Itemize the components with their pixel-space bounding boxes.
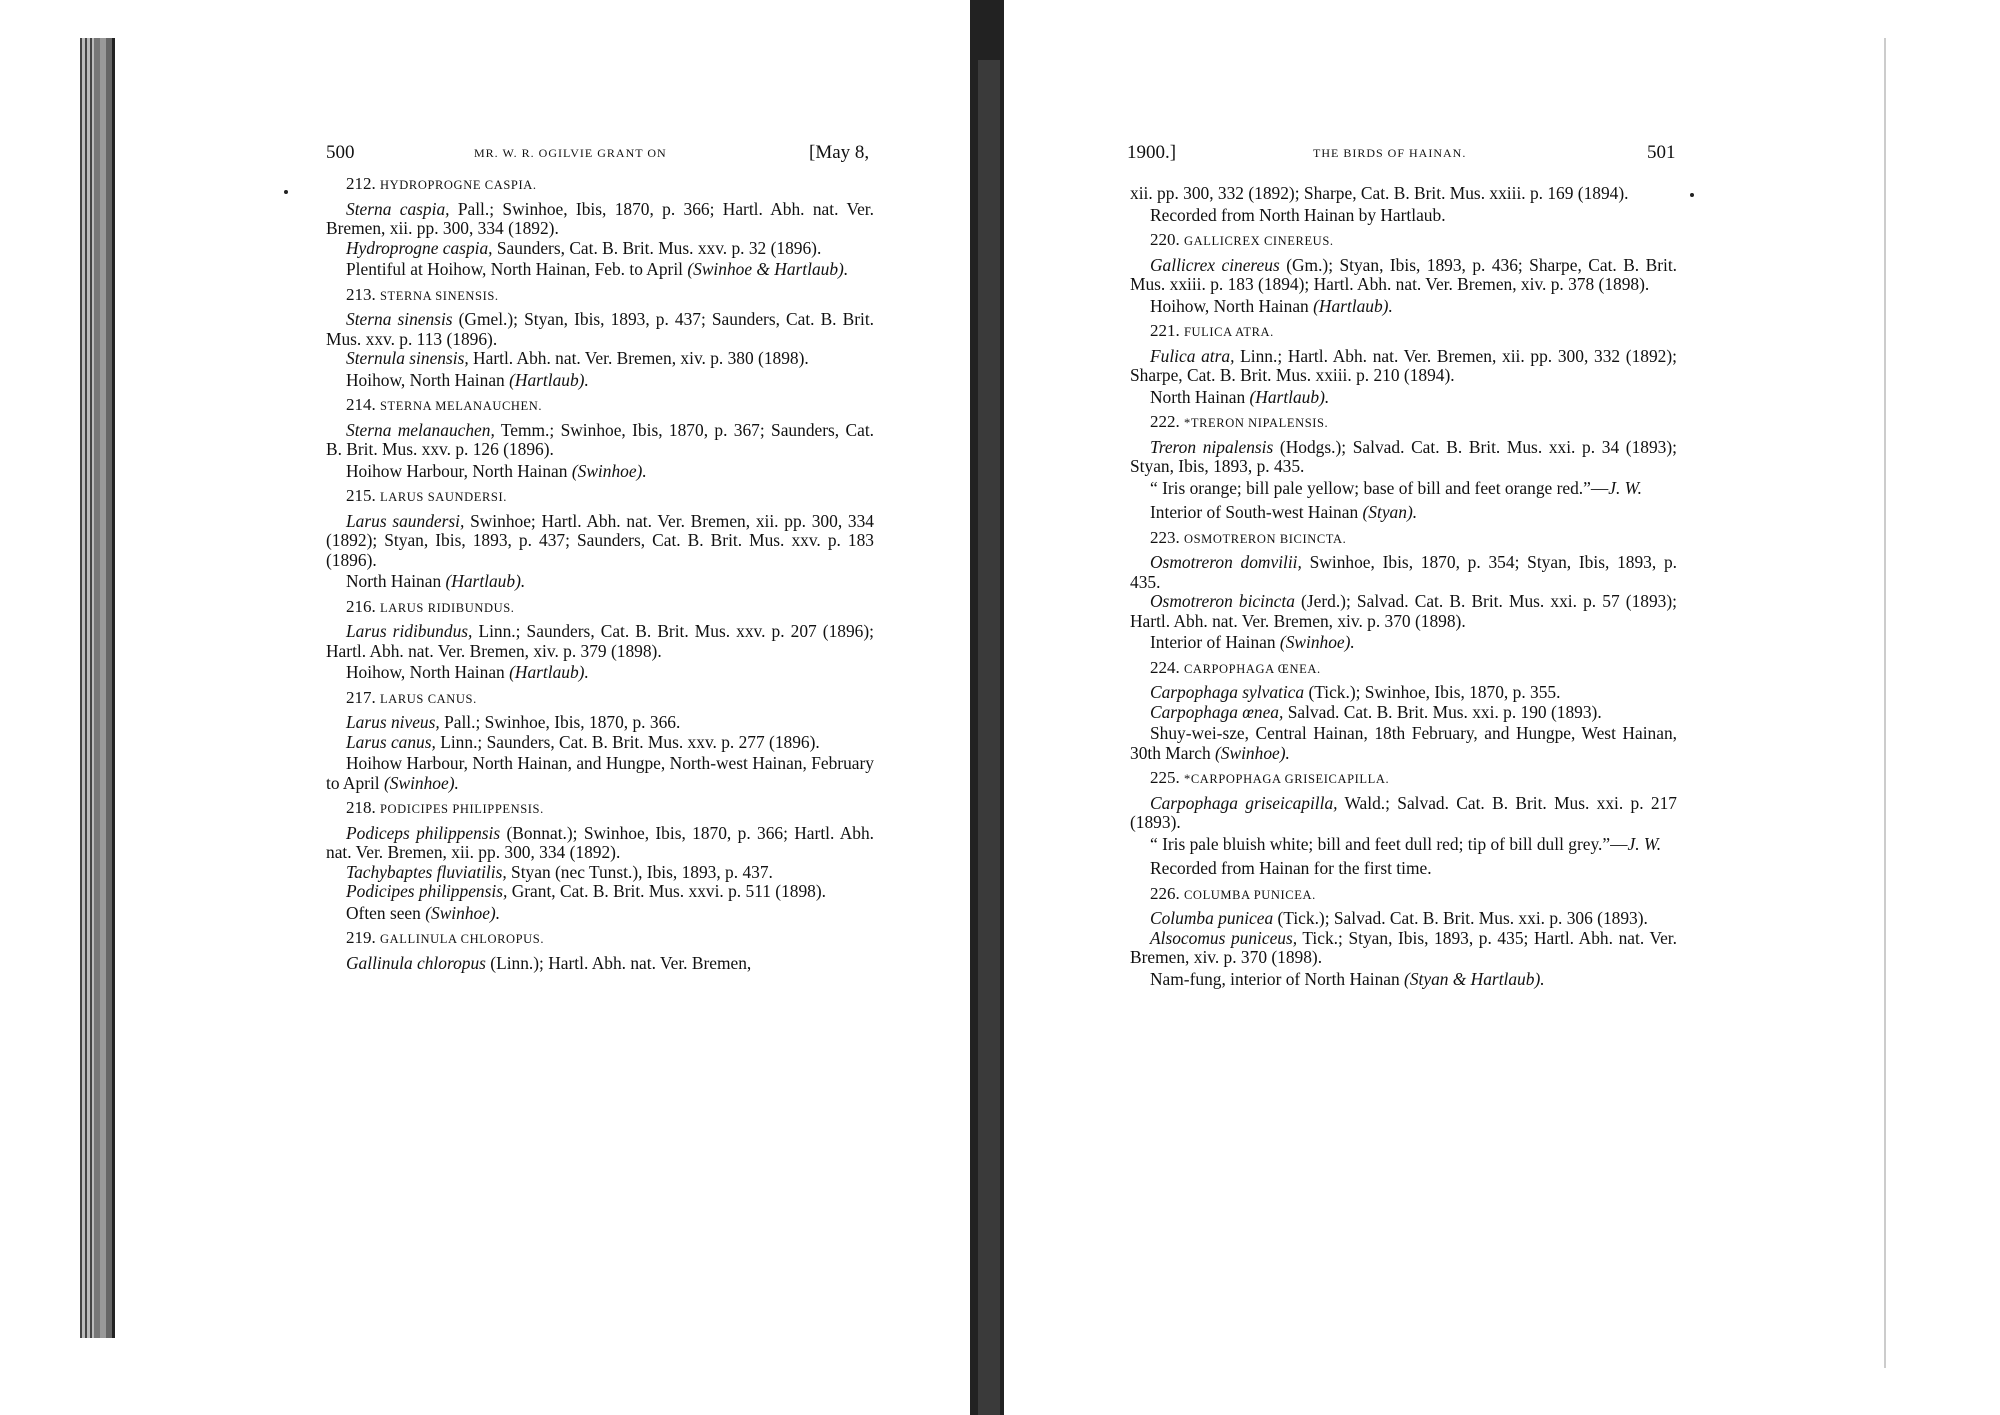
- synonym-line: [326, 882, 874, 902]
- synonym-reference: Hartl. Abh. nat. Ver. Bremen, xiv. p. 380 (1898).: [468, 348, 809, 368]
- locality-text: [1130, 297, 1677, 317]
- synonym-reference: (Hodgs.); Salvad. Cat. B. Brit. Mus. xxi. p. 34 (1893); Styan, Ibis, 1893, p. 435.: [1130, 436, 1677, 476]
- species-entry: [1130, 768, 1677, 879]
- species-number: 220.: [1150, 230, 1184, 249]
- synonym-line: [326, 954, 874, 974]
- synonym-reference: Temm.; Swinhoe, Ibis, 1870, p. 367; Saunders, Cat. B. Brit. Mus. xxv. p. 126 (1896).: [326, 419, 874, 459]
- species-name: CARPOPHAGA ŒNEA.: [1184, 661, 1321, 676]
- synonym-reference: (Bonnat.); Swinhoe, Ibis, 1870, p. 366; Hartl. Abh. nat. Ver. Bremen, xii. pp. 300, 334 (1892).: [326, 822, 875, 862]
- synonym-line: [1130, 929, 1677, 968]
- speck: [284, 190, 288, 194]
- synonym-name: Treron nipalensis: [1150, 436, 1274, 457]
- synonym-line: [326, 512, 874, 571]
- synonym-line: [326, 824, 874, 863]
- species-name: LARUS SAUNDERSI.: [380, 490, 507, 504]
- species-name: STERNA SINENSIS.: [380, 288, 499, 303]
- locality-text: [326, 904, 874, 924]
- locality-place: Nam-fung, interior of North Hainan: [1150, 968, 1405, 989]
- locality-text: [1130, 859, 1677, 879]
- species-entry: [326, 798, 874, 923]
- synonym-reference: Pall.; Swinhoe, Ibis, 1870, p. 366; Hartl. Abh. nat. Ver. Bremen, xii. pp. 300, 334 (1892).: [326, 198, 874, 238]
- species-name: STERNA MELANAUCHEN.: [380, 399, 543, 413]
- locality-text: [326, 462, 874, 482]
- species-entry: [1130, 658, 1677, 764]
- synonym-line: [326, 733, 874, 753]
- synonym-line: [326, 622, 874, 661]
- species-entry: [326, 395, 874, 481]
- synonym-reference: (Tick.); Salvad. Cat. B. Brit. Mus. xxi. p. 306 (1893).: [1273, 908, 1648, 928]
- species-name: HYDROPROGNE CASPIA.: [380, 178, 537, 192]
- locality-text: Recorded from North Hainan by Hartlaub.: [1150, 204, 1446, 225]
- species-heading: [1130, 528, 1677, 550]
- species-entry: [326, 486, 874, 592]
- synonym-line: [1130, 438, 1677, 477]
- species-heading: [1130, 230, 1677, 252]
- synonym-name: Sterna sinensis: [346, 309, 453, 329]
- synonym-reference: Saunders, Cat. B. Brit. Mus. xxv. p. 32 (1896).: [492, 237, 822, 258]
- locality-place: Hoihow, North Hainan: [346, 369, 510, 390]
- locality-authority: (Swinhoe).: [425, 902, 501, 923]
- collector-note: [1130, 479, 1677, 499]
- synonym-line: [326, 310, 874, 349]
- species-name: GALLICREX CINEREUS.: [1184, 234, 1334, 248]
- synonym-name: Gallicrex cinereus: [1150, 254, 1280, 275]
- synonym-name: Tachybaptes fluviatilis,: [346, 861, 507, 882]
- species-number: 225.: [1150, 768, 1184, 787]
- locality-text: [1130, 388, 1677, 408]
- synonym-reference: Swinhoe, Ibis, 1870, p. 354; Styan, Ibis, 1893, p. 435.: [1130, 552, 1677, 592]
- species-name: LARUS RIDIBUNDUS.: [380, 600, 515, 615]
- synonym-name: Podicipes philippensis,: [346, 881, 508, 901]
- species-number: 216.: [346, 596, 380, 616]
- locality-place: Interior of Hainan: [1150, 632, 1280, 652]
- species-heading: [326, 174, 874, 196]
- species-number: 218.: [346, 798, 380, 817]
- synonym-reference: (Gm.); Styan, Ibis, 1893, p. 436; Sharpe, Cat. B. Brit. Mus. xxiii. p. 183 (1894); Hartl. Abh. nat. Ver. Bremen, xiv. p. 378 (1898).: [1130, 254, 1677, 294]
- synonym-name: Larus ridibundus,: [346, 621, 473, 641]
- synonym-name: Larus niveus,: [346, 712, 440, 732]
- gutter-shadow: [978, 60, 1000, 1415]
- species-name: OSMOTRERON BICINCTA.: [1184, 531, 1347, 546]
- synonym-name: Fulica atra,: [1150, 345, 1235, 366]
- synonym-reference: (Jerd.); Salvad. Cat. B. Brit. Mus. xxi. p. 57 (1893); Hartl. Abh. nat. Ver. Bremen, xiv. p. 370 (1898).: [1130, 591, 1677, 631]
- collector-note: [1130, 835, 1677, 855]
- synonym-name: Osmotreron bicincta: [1150, 591, 1295, 611]
- species-heading: [1130, 768, 1677, 790]
- synonym-name: Alsocomus puniceus,: [1150, 927, 1298, 948]
- locality-place: Often seen: [346, 902, 426, 923]
- synonym-name: Carpophaga sylvatica: [1150, 682, 1305, 702]
- synonym-name: Gallinula chloropus: [346, 952, 486, 973]
- speck: [1690, 193, 1694, 197]
- note-text: “ Iris pale bluish white; bill and feet dull red; tip of bill dull grey.”—: [1150, 833, 1628, 854]
- locality-text: [1130, 724, 1677, 763]
- synonym-name: Larus saundersi,: [346, 510, 465, 531]
- species-heading: [1130, 658, 1677, 680]
- locality-place: Recorded from Hainan for the first time.: [1150, 858, 1432, 878]
- species-heading: [326, 486, 874, 508]
- synonym-line: [1130, 347, 1677, 386]
- synonym-name: Sterna caspia,: [346, 198, 450, 219]
- species-number: 213.: [346, 284, 380, 304]
- note-signature: J. W.: [1608, 477, 1642, 498]
- species-entry: [1130, 230, 1677, 316]
- locality-authority: (Hartlaub).: [1249, 386, 1330, 407]
- synonym-reference: Styan (nec Tunst.), Ibis, 1893, p. 437.: [506, 861, 773, 882]
- synonym-reference: Swinhoe; Hartl. Abh. nat. Ver. Bremen, xii. pp. 300, 334 (1892); Styan, Ibis, 1893, p. 437; Saunders, Cat. B. Brit. Mus. xxv. p. 183 (1896).: [326, 510, 874, 570]
- synonym-name: Columba punicea: [1150, 908, 1274, 928]
- right-text-column: [1130, 184, 1677, 994]
- species-name: COLUMBA PUNICEA.: [1184, 887, 1316, 902]
- continuation-text: xii. pp. 300, 332 (1892); Sharpe, Cat. B. Brit. Mus. xxiii. p. 169 (1894).: [1130, 183, 1629, 203]
- species-entry: [326, 928, 874, 973]
- species-number: 222.: [1150, 412, 1184, 431]
- synonym-name: Sterna melanauchen,: [346, 419, 495, 440]
- locality-place: Plentiful at Hoihow, North Hainan, Feb. to April: [346, 259, 688, 279]
- synonym-line: [1130, 909, 1677, 929]
- locality-authority: (Swinhoe & Hartlaub).: [687, 259, 849, 279]
- running-date: [May 8,: [809, 142, 870, 163]
- left-running-head: [326, 142, 886, 166]
- species-entry: [326, 285, 874, 391]
- species-entry: [1130, 321, 1677, 407]
- locality-place: Hoihow Harbour, North Hainan: [346, 460, 572, 481]
- locality-text: [326, 663, 874, 683]
- note-text: “ Iris orange; bill pale yellow; base of bill and feet orange red.”—: [1150, 477, 1609, 498]
- synonym-reference: (Gmel.); Styan, Ibis, 1893, p. 437; Saunders, Cat. B. Brit. Mus. xxv. p. 113 (1896).: [326, 309, 874, 349]
- synonym-reference: Pall.; Swinhoe, Ibis, 1870, p. 366.: [439, 712, 681, 732]
- synonym-line: [326, 200, 874, 239]
- synonym-name: Sternula sinensis,: [346, 348, 469, 368]
- synonym-reference: Linn.; Hartl. Abh. nat. Ver. Bremen, xii. pp. 300, 332 (1892); Sharpe, Cat. B. Brit. Mus. xxiii. p. 210 (1894).: [1130, 345, 1677, 385]
- species-name: *CARPOPHAGA GRISEICAPILLA.: [1184, 772, 1390, 786]
- locality-authority: (Swinhoe).: [1279, 632, 1355, 652]
- synonym-line: [1130, 794, 1677, 833]
- synonym-line: [326, 349, 874, 369]
- locality-authority: (Hartlaub).: [1313, 295, 1393, 316]
- locality-place: North Hainan: [346, 571, 446, 591]
- note-signature: J. W.: [1627, 833, 1662, 854]
- locality-authority: (Hartlaub).: [509, 662, 589, 682]
- species-name: GALLINULA CHLOROPUS.: [380, 932, 545, 946]
- species-entry: [1130, 412, 1677, 523]
- synonym-reference: Salvad. Cat. B. Brit. Mus. xxi. p. 190 (1893).: [1283, 701, 1602, 722]
- synonym-reference: (Tick.); Swinhoe, Ibis, 1870, p. 355.: [1304, 682, 1561, 702]
- species-heading: [1130, 412, 1677, 434]
- synonym-name: Larus canus,: [346, 731, 436, 752]
- locality-text: [1130, 970, 1677, 990]
- locality-authority: (Styan).: [1362, 502, 1418, 522]
- species-entry: [1130, 528, 1677, 653]
- species-entry: [326, 688, 874, 794]
- species-name: PODICIPES PHILIPPENSIS.: [380, 802, 544, 816]
- synonym-name: Carpophaga œnea,: [1150, 701, 1284, 722]
- synonym-reference: Tick.; Styan, Ibis, 1893, p. 435; Hartl. Abh. nat. Ver. Bremen, xiv. p. 370 (1898).: [1130, 927, 1677, 967]
- locality-authority: (Hartlaub).: [509, 369, 589, 390]
- running-title: MR. W. R. OGILVIE GRANT ON: [474, 146, 667, 160]
- locality-text: [326, 754, 874, 793]
- synonym-reference: (Linn.); Hartl. Abh. nat. Ver. Bremen,: [485, 952, 752, 973]
- synonym-name: Carpophaga griseicapilla,: [1150, 792, 1338, 813]
- synonym-line: [326, 713, 874, 733]
- locality-authority: (Swinhoe).: [571, 460, 647, 481]
- locality-place: Hoihow Harbour, North Hainan, and Hungpe, North-west Hainan, February to April: [326, 753, 874, 793]
- species-heading: [326, 395, 874, 417]
- locality-text: [1130, 503, 1677, 523]
- locality-text: [326, 260, 874, 280]
- synonym-reference: Linn.; Saunders, Cat. B. Brit. Mus. xxv. p. 277 (1896).: [435, 731, 820, 752]
- synonym-reference: Wald.; Salvad. Cat. B. Brit. Mus. xxi. p. 217 (1893).: [1130, 792, 1677, 832]
- locality-authority: (Swinhoe).: [1215, 742, 1290, 763]
- synonym-line: [326, 421, 874, 460]
- synonym-line: [1130, 683, 1677, 703]
- species-name: FULICA ATRA.: [1184, 325, 1274, 339]
- locality-authority: (Styan & Hartlaub).: [1404, 968, 1545, 989]
- species-heading: [326, 597, 874, 619]
- synonym-name: Osmotreron domvilii,: [1150, 552, 1302, 572]
- species-entry: [326, 597, 874, 683]
- species-heading: [326, 928, 874, 950]
- synonym-line: [326, 863, 874, 883]
- species-number: 219.: [346, 928, 380, 947]
- locality-text: [1130, 633, 1677, 653]
- page-number: 501: [1647, 142, 1676, 163]
- locality-text: [326, 572, 874, 592]
- species-number: 214.: [346, 395, 380, 414]
- species-number: 224.: [1150, 657, 1184, 677]
- species-entry: [326, 174, 874, 280]
- species-number: 221.: [1150, 321, 1184, 340]
- species-heading: [326, 798, 874, 820]
- locality-place: North Hainan: [1150, 386, 1250, 407]
- synonym-name: Hydroprogne caspia,: [346, 237, 493, 258]
- species-name: *TRERON NIPALENSIS.: [1184, 416, 1329, 430]
- synonym-line: [1130, 256, 1677, 295]
- locality-authority: (Swinhoe).: [383, 772, 459, 793]
- species-number: 215.: [346, 486, 380, 505]
- synonym-name: Podiceps philippensis: [346, 822, 501, 843]
- synonym-line: [1130, 592, 1677, 631]
- species-number: 223.: [1150, 527, 1184, 547]
- synonym-reference: Linn.; Saunders, Cat. B. Brit. Mus. xxv. p. 207 (1896); Hartl. Abh. nat. Ver. Bremen, xiv. p. 379 (1898).: [326, 621, 874, 661]
- synonym-reference: Grant, Cat. B. Brit. Mus. xxvi. p. 511 (1898).: [507, 881, 826, 901]
- locality-place: Hoihow, North Hainan: [346, 662, 510, 682]
- synonym-line: [326, 239, 874, 259]
- page-number: 500: [326, 142, 355, 163]
- running-date: 1900.]: [1127, 142, 1177, 163]
- species-number: 212.: [346, 174, 380, 193]
- synonym-line: [1130, 553, 1677, 592]
- locality-place: Interior of South-west Hainan: [1150, 502, 1363, 522]
- locality-text: [326, 371, 874, 391]
- locality-authority: (Hartlaub).: [445, 571, 526, 591]
- species-heading: [326, 688, 874, 710]
- species-entry: [1130, 884, 1677, 990]
- species-name: LARUS CANUS.: [380, 691, 477, 706]
- species-number: 226.: [1150, 883, 1184, 903]
- right-running-head: [1127, 142, 1677, 166]
- species-heading: [1130, 884, 1677, 906]
- page-edges: [80, 38, 116, 1338]
- left-text-column: [326, 174, 874, 976]
- running-title: THE BIRDS OF HAINAN.: [1313, 146, 1467, 160]
- species-heading: [1130, 321, 1677, 343]
- species-number: 217.: [346, 687, 380, 707]
- synonym-line: [1130, 703, 1677, 723]
- locality-place: Hoihow, North Hainan: [1150, 295, 1314, 316]
- species-heading: [326, 285, 874, 307]
- locality-place: Shuy-wei-sze, Central Hainan, 18th February, and Hungpe, West Hainan, 30th March: [1130, 723, 1677, 763]
